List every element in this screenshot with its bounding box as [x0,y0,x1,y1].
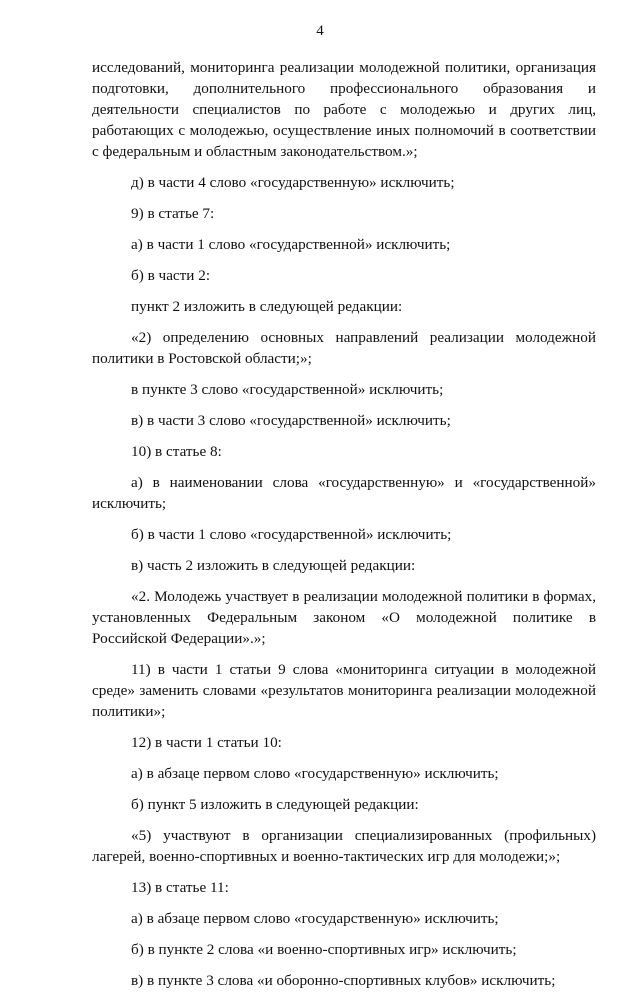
paragraph: 12) в части 1 статьи 10: [131,734,282,751]
paragraph: б) в пункте 2 слова «и военно-спортивных игр» исключить; [131,941,517,958]
paragraph: «2. Молодежь участвует в реализации молодежной политики в формах, установленных Федеральным законом «О молодежной политике в Российской Федерации».»; [92,588,596,647]
paragraph: б) в части 2: [131,267,211,284]
paragraph: 10) в статье 8: [131,443,222,460]
paragraph: в) в пункте 3 слова «и оборонно-спортивных клубов» исключить; [131,972,556,989]
paragraph: а) в части 1 слово «государственной» исключить; [131,236,451,253]
paragraph: 9) в статье 7: [131,205,215,222]
paragraph: в пункте 3 слово «государственной» исключить; [131,381,444,398]
paragraph: пункт 2 изложить в следующей редакции: [131,298,403,315]
paragraph-continuation: исследований, мониторинга реализации молодежной политики, организация подготовки, дополнительного профессионального образования и деятельности специалистов по работе с молодежью и других лиц, работающих с молодежью, осуществление иных полномочий в соответствии с федеральным и областным законодательством.»; [92,59,596,160]
paragraph: а) в наименовании слова «государственную» и «государственной» исключить; [92,474,596,512]
page-number: 4 [316,23,324,39]
paragraph: в) в части 3 слово «государственной» исключить; [131,412,451,429]
paragraph: а) в абзаце первом слово «государственную» исключить; [131,910,499,927]
paragraph: а) в абзаце первом слово «государственную» исключить; [131,765,499,782]
paragraph: д) в части 4 слово «государственную» исключить; [131,174,455,191]
paragraph: «2) определению основных направлений реализации молодежной политики в Ростовской области;»; [92,329,596,367]
paragraph: «5) участвуют в организации специализированных (профильных) лагерей, военно-спортивных и военно-тактических игр для молодежи;»; [92,827,596,865]
paragraph: 11) в части 1 статьи 9 слова «мониторинга ситуации в молодежной среде» заменить словами «результатов мониторинга реализации молодежной политики»; [92,661,596,720]
paragraph: 13) в статье 11: [131,879,229,896]
paragraph: б) пункт 5 изложить в следующей редакции: [131,796,419,813]
paragraph: б) в части 1 слово «государственной» исключить; [131,526,452,543]
document-body [92,57,596,1001]
paragraph: в) часть 2 изложить в следующей редакции: [131,557,416,574]
